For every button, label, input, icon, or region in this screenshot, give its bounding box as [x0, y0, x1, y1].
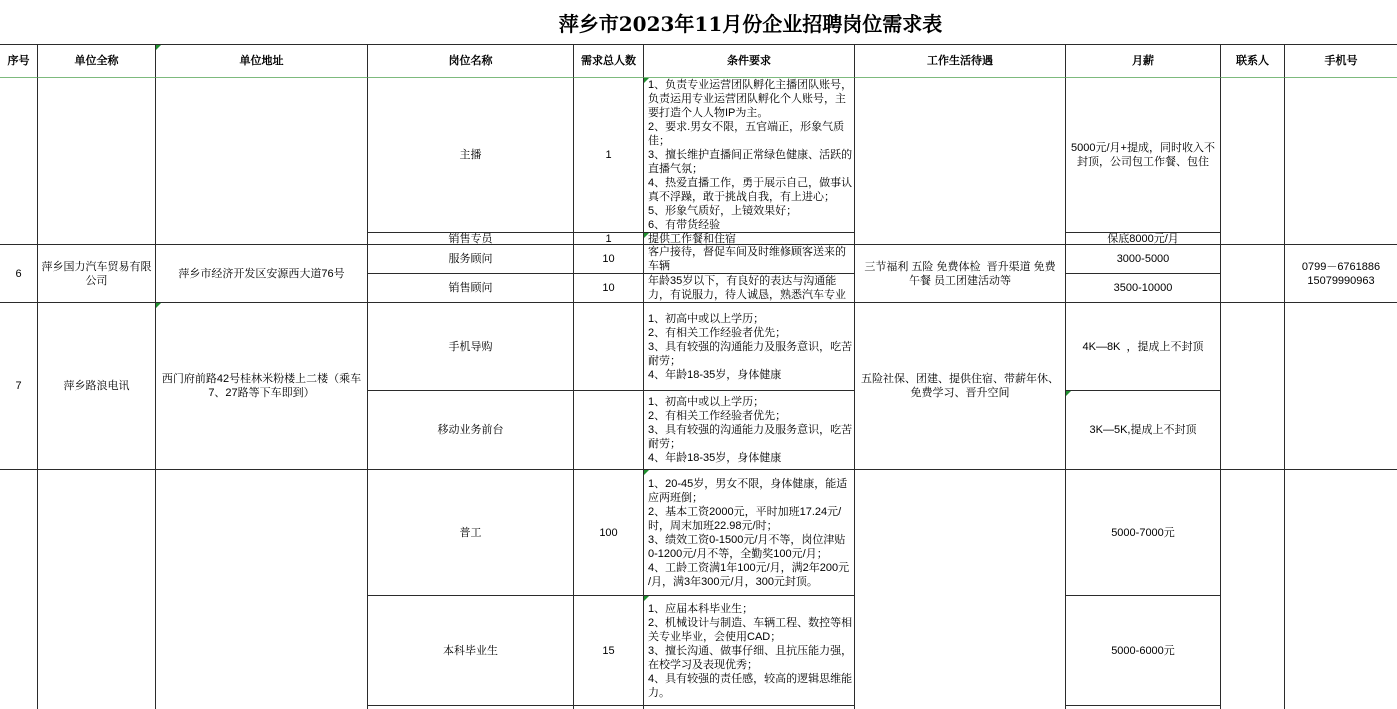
cell-requirements[interactable]: 1、初高中或以上学历； 2、有相关工作经验者优先； 3、具有较强的沟通能力及服务意识，吃苦 耐劳； 4、年龄18-35岁，身体健康: [644, 391, 855, 470]
cell-benefits[interactable]: [855, 470, 1066, 709]
cell-seq[interactable]: [0, 78, 38, 245]
cell-company[interactable]: [38, 470, 156, 709]
header-salary[interactable]: 月薪: [1066, 45, 1221, 78]
header-benefits[interactable]: 工作生活待遇: [855, 45, 1066, 78]
cell-phone[interactable]: [1285, 78, 1397, 245]
cell-headcount[interactable]: 100: [574, 470, 644, 596]
cell-error-indicator-icon: [156, 303, 161, 308]
cell-headcount[interactable]: 10: [574, 274, 644, 303]
cell-headcount[interactable]: [574, 303, 644, 391]
header-address[interactable]: 单位地址: [156, 45, 368, 78]
cell-requirements[interactable]: 年龄35岁以下，有良好的表达与沟通能 力，有说服力，待人诚恳，熟悉汽车专业: [644, 274, 855, 303]
cell-benefits[interactable]: 三节福利 五险 免费体检 晋升渠道 免费 午餐 员工团建活动等: [855, 245, 1066, 303]
cell-requirements[interactable]: 1、初高中或以上学历； 2、有相关工作经验者优先； 3、具有较强的沟通能力及服务意识，吃苦 耐劳； 4、年龄18-35岁，身体健康: [644, 303, 855, 391]
cell-salary[interactable]: 5000元/月+提成，同时收入不 封顶，公司包工作餐、包住: [1066, 78, 1221, 233]
cell-salary[interactable]: 保底8000元/月: [1066, 233, 1221, 245]
cell-seq[interactable]: 6: [0, 245, 38, 303]
cell-error-indicator-icon: [644, 233, 649, 238]
cell-company[interactable]: [38, 78, 156, 245]
header-position[interactable]: 岗位名称: [368, 45, 574, 78]
header-requirements[interactable]: 条件要求: [644, 45, 855, 78]
cell-salary[interactable]: 5000-6000元: [1066, 596, 1221, 706]
header-company[interactable]: 单位全称: [38, 45, 156, 78]
cell-headcount[interactable]: 15: [574, 596, 644, 706]
cell-salary[interactable]: 4K—8K ，提成上不封顶: [1066, 303, 1221, 391]
sheet-title-cell[interactable]: 萍乡市2023年11月份企业招聘岗位需求表: [0, 0, 1397, 45]
cell-error-indicator-icon: [644, 470, 649, 475]
cell-contact[interactable]: [1221, 78, 1285, 245]
cell-address[interactable]: 西门府前路42号桂林米粉楼上二楼（乘车 7、27路等下车即到）: [156, 303, 368, 470]
cell-position[interactable]: 手机导购: [368, 303, 574, 391]
cell-error-indicator-icon: [644, 78, 649, 83]
cell-salary[interactable]: 3000-5000: [1066, 245, 1221, 274]
header-contact[interactable]: 联系人: [1221, 45, 1285, 78]
cell-requirements[interactable]: 客户接待，督促车间及时维修顾客送来的 车辆: [644, 245, 855, 274]
cell-error-indicator-icon: [644, 596, 649, 601]
cell-address[interactable]: [156, 470, 368, 709]
cell-headcount[interactable]: 1: [574, 233, 644, 245]
cell-position[interactable]: 主播: [368, 78, 574, 233]
cell-seq[interactable]: [0, 470, 38, 709]
cell-salary[interactable]: 5000-7000元: [1066, 470, 1221, 596]
header-headcount[interactable]: 需求总人数: [574, 45, 644, 78]
cell-headcount[interactable]: [574, 391, 644, 470]
cell-position[interactable]: 销售专员: [368, 233, 574, 245]
cell-position[interactable]: 普工: [368, 470, 574, 596]
cell-error-indicator-icon: [1066, 391, 1071, 396]
cell-headcount[interactable]: 1: [574, 78, 644, 233]
cell-benefits[interactable]: [855, 78, 1066, 245]
cell-phone[interactable]: [1285, 303, 1397, 470]
cell-position[interactable]: 移动业务前台: [368, 391, 574, 470]
cell-address[interactable]: [156, 78, 368, 245]
cell-error-indicator-icon: [156, 45, 161, 50]
cell-position[interactable]: 本科毕业生: [368, 596, 574, 706]
cell-position[interactable]: 销售顾问: [368, 274, 574, 303]
cell-requirements[interactable]: 1、20-45岁，男女不限，身体健康，能适 应两班倒； 2、基本工资2000元，平时加班17.24元/ 时，周末加班22.98元/时； 3、绩效工资0-1500元/月不等，岗位津贴 0-1200元/月不等，全勤奖100元/月； 4、工龄工资满1年100元/月，满2年200元 /月，满3年300元/月，300元封顶。: [644, 470, 855, 596]
cell-phone[interactable]: 0799－6761886 15079990963: [1285, 245, 1397, 303]
header-seq[interactable]: 序号: [0, 45, 38, 78]
cell-company[interactable]: 萍乡国力汽车贸易有限 公司: [38, 245, 156, 303]
cell-contact[interactable]: [1221, 245, 1285, 303]
cell-address[interactable]: 萍乡市经济开发区安源西大道76号: [156, 245, 368, 303]
cell-salary[interactable]: 3500-10000: [1066, 274, 1221, 303]
cell-position[interactable]: 服务顾问: [368, 245, 574, 274]
cell-phone[interactable]: [1285, 470, 1397, 709]
cell-contact[interactable]: [1221, 303, 1285, 470]
cell-requirements[interactable]: 1、负责专业运营团队孵化主播团队账号， 负责运用专业运营团队孵化个人账号，主 要打造个人人物IP为主。 2、要求.男女不限，五官端正，形象气质 佳； 3、擅长维护直播间正常绿色健康、活跃的 直播气氛； 4、热爱直播工作，勇于展示自己，做事认 真不浮躁，敢于挑战自我，有上进心； 5、形象气质好，上镜效果好； 6、有带货经验: [644, 78, 855, 233]
cell-headcount[interactable]: 10: [574, 245, 644, 274]
cell-requirements[interactable]: 提供工作餐和住宿: [644, 233, 855, 245]
cell-seq[interactable]: 7: [0, 303, 38, 470]
cell-company[interactable]: 萍乡路浪电讯: [38, 303, 156, 470]
cell-benefits[interactable]: 五险社保、团建、提供住宿、带薪年休、 免费学习、晋升空间: [855, 303, 1066, 470]
cell-salary[interactable]: 3K—5K,提成上不封顶: [1066, 391, 1221, 470]
cell-contact[interactable]: [1221, 470, 1285, 709]
header-phone[interactable]: 手机号: [1285, 45, 1397, 78]
cell-requirements[interactable]: 1、应届本科毕业生； 2、机械设计与制造、车辆工程、数控等相 关专业毕业，会使用CAD； 3、擅长沟通、做事仔细、且抗压能力强， 在校学习及表现优秀； 4、具有较强的责任感，较高的逻辑思维能 力。: [644, 596, 855, 706]
